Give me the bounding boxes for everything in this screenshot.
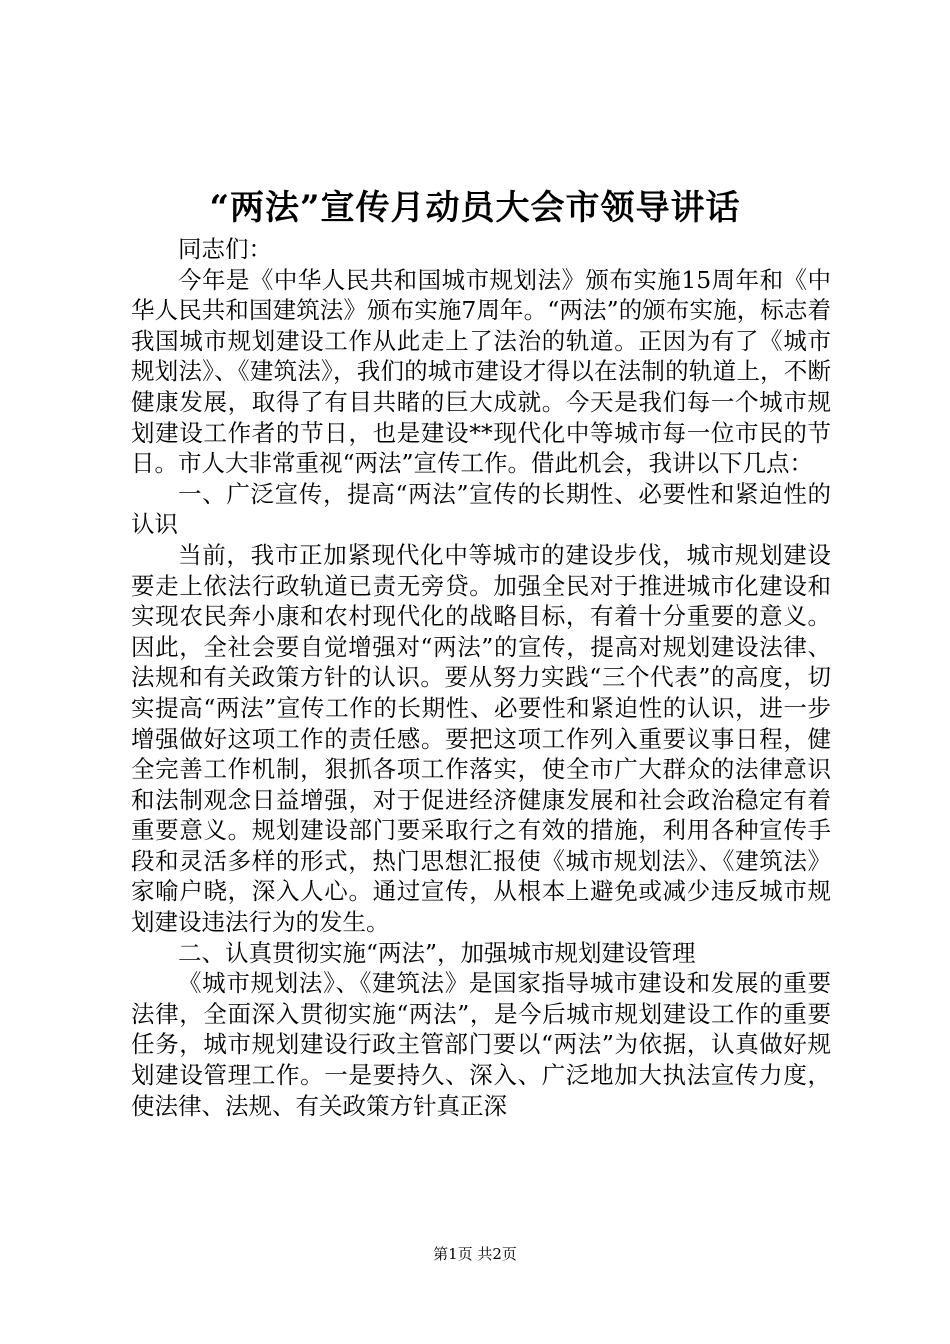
paragraph-section-2: 《城市规划法》、《建筑法》是国家指导城市建设和发展的重要法律，全面深入贯彻实施“两法”，是今后城市规划建设工作的重要任务，城市规划建设行政主管部门要以“两法”为依据，认真做好规划建设管理工作。一是要持久、深入、广泛地加大执法宣传力度，使法律、法规、有关政策方针真正深: [131, 969, 831, 1120]
paragraph-intro: 今年是《中华人民共和国城市规划法》颁布实施15周年和《中华人民共和国建筑法》颁布实施7周年。“两法”的颁布实施，标志着我国城市规划建设工作从此走上了法治的轨道。正因为有了《城市规划法》、《建筑法》，我们的城市建设才得以在法制的轨道上，不断健康发展，取得了有目共睹的巨大成就。今天是我们每一个城市规划建设工作者的节日，也是建设**现代化中等城市每一位市民的节日。市人大非常重视“两法”宣传工作。借此机会，我讲以下几点：: [131, 265, 831, 478]
paragraph-section-1: 当前，我市正加紧现代化中等城市的建设步伐，城市规划建设要走上依法行政轨道已责无旁贷。加强全民对于推进城市化建设和实现农民奔小康和农村现代化的战略目标，有着十分重要的意义。因此，全社会要自觉增强对“两法”的宣传，提高对规划建设法律、法规和有关政策方针的认识。要从努力实践“三个代表”的高度，切实提高“两法”宣传工作的长期性、必要性和紧迫性的认识，进一步增强做好这项工作的责任感。要把这项工作列入重要议事日程，健全完善工作机制，狠抓各项工作落实，使全市广大群众的法律意识和法制观念日益增强，对于促进经济健康发展和社会政治稳定有着重要意义。规划建设部门要采取行之有效的措施，利用各种宣传手段和灵活多样的形式，热门思想汇报使《城市规划法》、《建筑法》家喻户晓，深入人心。通过宣传，从根本上避免或减少违反城市规划建设违法行为的发生。: [131, 540, 831, 937]
page-footer: 第1页 共2页: [433, 1245, 517, 1263]
section-heading-1: 一、广泛宣传，提高“两法”宣传的长期性、必要性和紧迫性的认识: [131, 479, 831, 539]
salutation: 同志们：: [178, 235, 272, 263]
document-body: [131, 234, 831, 1121]
section-heading-2: 二、认真贯彻实施“两法”，加强城市规划建设管理: [178, 938, 696, 967]
document-title: “两法”宣传月动员大会市领导讲话: [209, 188, 741, 228]
